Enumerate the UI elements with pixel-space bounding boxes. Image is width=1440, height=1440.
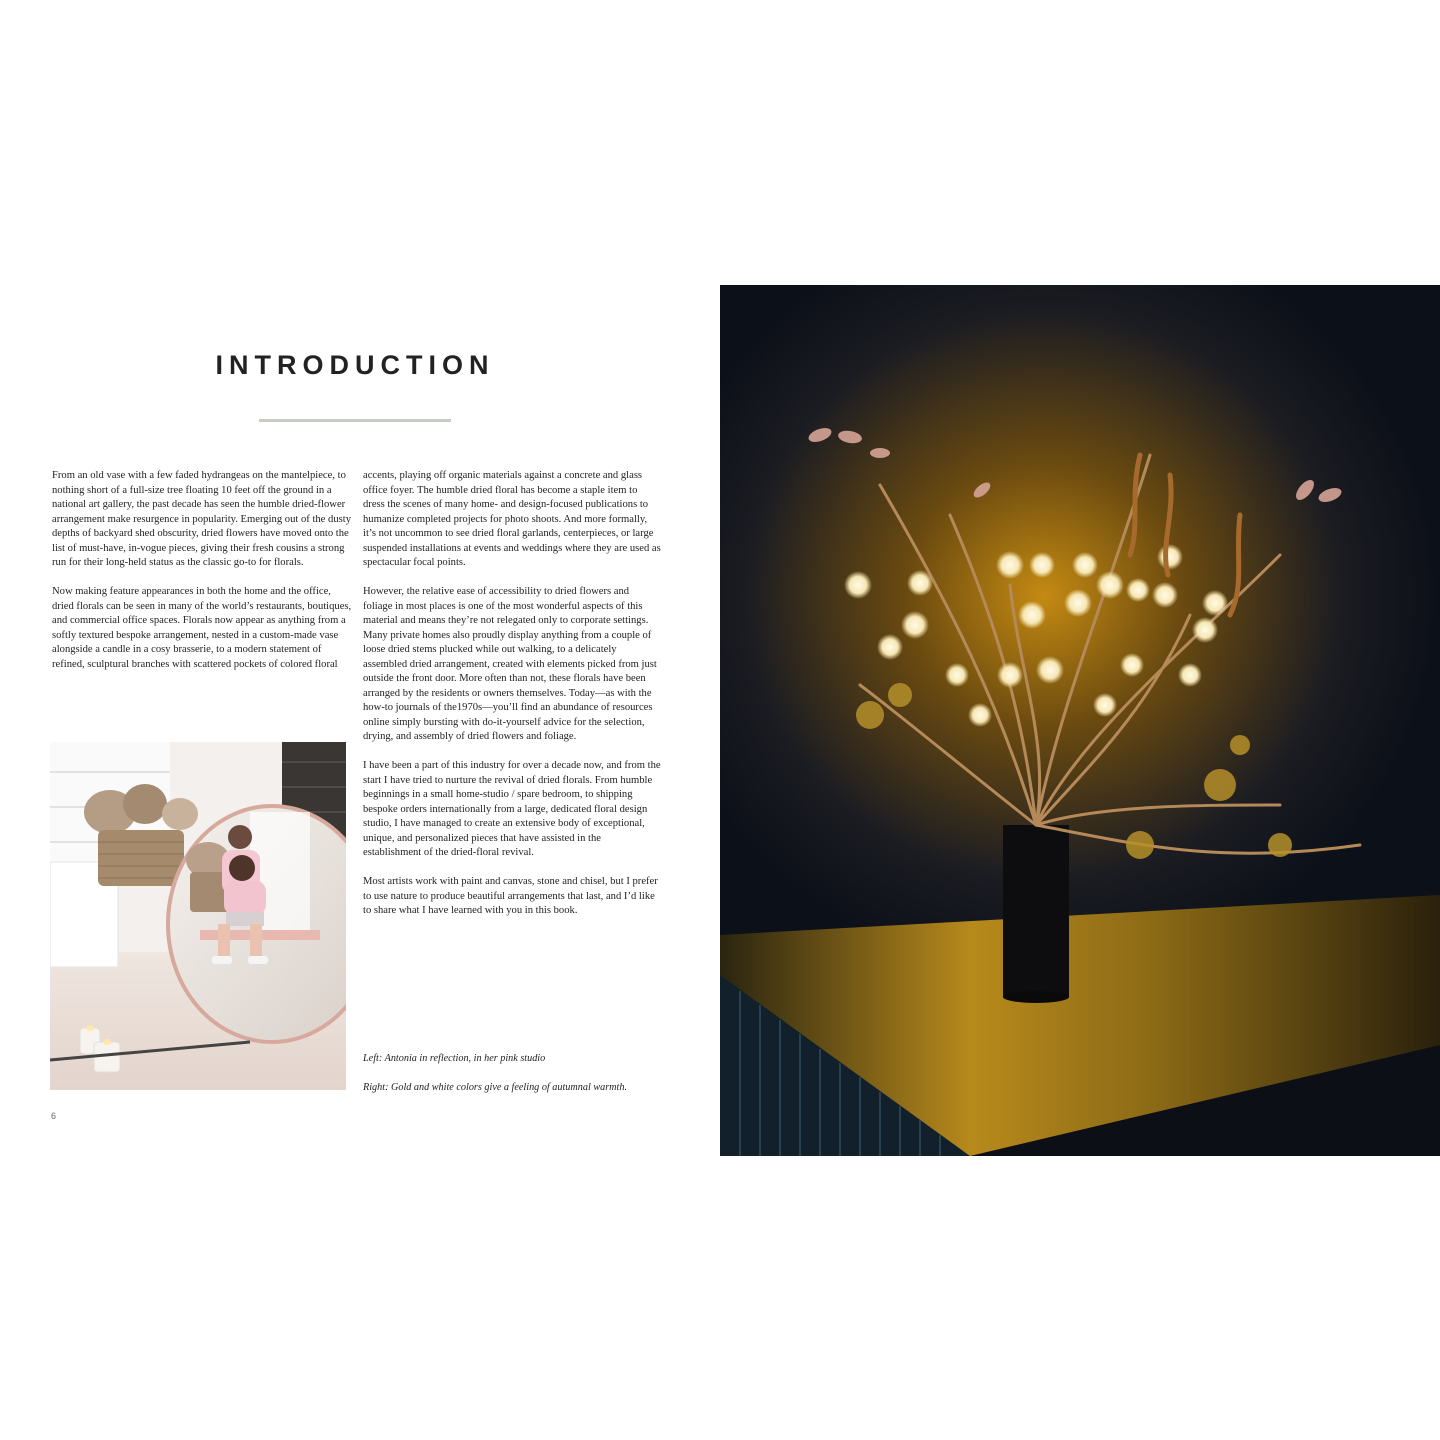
caption-right: Right: Gold and white colors give a feeling of autumnal warmth. bbox=[363, 1082, 628, 1093]
studio-mirror-photo bbox=[50, 742, 346, 1090]
page-number: 6 bbox=[51, 1111, 57, 1121]
text-column-right bbox=[363, 469, 661, 933]
paragraph: accents, playing off organic materials against a concrete and glass office foyer. The humble dried floral has become a staple item to dress the scenes of many home- and design-focused publications to humanize completed projects for photo shoots. And more formally, it’s not uncommon to see dried floral garlands, centerpieces, or large suspended installations at events and weddings where they are used as spectacular focal points. bbox=[363, 470, 661, 568]
page-heading: INTRODUCTION bbox=[215, 350, 495, 380]
paragraph: Now making feature appearances in both the home and the office, dried florals can be seen in many of the world’s restaurants, boutiques, and commercial office spaces. Florals now appear as anything from a softly textured bespoke arrangement, nested in a custom-made vase alongside a candle in a cosy brasserie, to a modern statement of refined, sculptural branches with scattered pockets of colored floral bbox=[52, 586, 352, 670]
paragraph: Most artists work with paint and canvas, stone and chisel, but I prefer to use nature to produce beautiful arrangements that last, and I’d like to share what I have learned with you in this book. bbox=[363, 876, 658, 916]
caption-left: Left: Antonia in reflection, in her pink studio bbox=[363, 1053, 546, 1064]
paragraph: I have been a part of this industry for over a decade now, and from the start I have tried to nurture the revival of dried florals. From humble beginnings in a small home-studio / spare bedroom, to shipping bespoke orders internationally from a large, dedicated floral design studio, I have managed to create an extensive body of exceptional, unique, and personalized pieces that have assisted in the establishment of the dried-floral revival. bbox=[363, 760, 661, 858]
paragraph: However, the relative ease of accessibility to dried flowers and foliage in most places is one of the most wonderful aspects of this material and means they’re not relegated only to corporate settings. Many private homes also proudly display anything from a couple of loose dried stems plucked while out walking, to a delicately assembled dried arrangement, created with elements picked from just outside the front door. More often than not, these florals have been arranged by the residents or owners themselves. Today—as with the how-to journals of the1970s—you’ll find an abundance of resources online simply bursting with do-it-yourself advice for the selection, drying, and assembly of dried flowers and foliage. bbox=[363, 586, 657, 742]
paragraph: From an old vase with a few faded hydrangeas on the mantelpiece, to nothing short of a full-size tree floating 10 feet off the ground in a national art gallery, the past decade has seen the humble dried-flower arrangement make resurgence in popularity. Emerging out of the dusty depths of backyard shed obscurity, dried flowers have moved onto the list of must-have, in-vogue pieces, giving their fresh cousins a strong run for their long-held status as the classic go-to for florals. bbox=[52, 470, 351, 568]
floral-arrangement-photo bbox=[720, 285, 1440, 1156]
heading-rule bbox=[259, 419, 451, 422]
text-column-left bbox=[52, 469, 352, 687]
